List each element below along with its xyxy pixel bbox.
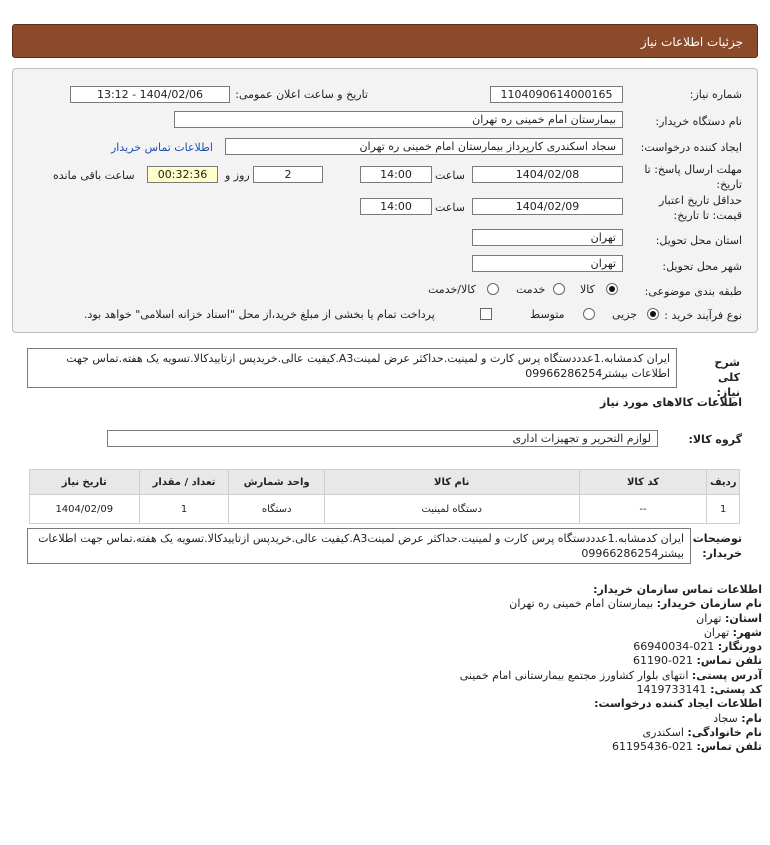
purchase-radio-minor[interactable] xyxy=(647,308,659,320)
buyer-contact-link[interactable]: اطلاعات تماس خریدار xyxy=(111,141,213,154)
contact-block xyxy=(460,583,762,755)
remaining-time-field: 00:32:36 xyxy=(147,166,218,183)
col-unit: واحد شمارش xyxy=(229,470,324,495)
creator-last-name-value: اسکندری xyxy=(642,725,684,739)
contact-city-value: تهران xyxy=(703,625,730,639)
contact-phone-label: تلفن تماس: xyxy=(696,654,762,668)
contact-org-value: بیمارستان امام خمینی ره تهران xyxy=(509,597,654,611)
city-field: تهران xyxy=(472,255,623,272)
goods-table-header xyxy=(30,470,740,495)
contact-postal-value: 1419733141 xyxy=(636,683,707,697)
creator-phone-row xyxy=(460,740,762,754)
summary-label: شرح کلی نیاز: xyxy=(714,356,740,399)
contact-province-label: استان: xyxy=(725,611,762,625)
col-date: تاریخ نیاز xyxy=(30,470,140,495)
cell-row: 1 xyxy=(707,495,740,524)
contact-fax-label: دورنگار: xyxy=(717,640,762,654)
category-option-both: کالا/خدمت xyxy=(428,283,476,296)
need-number-field: 1104090614000165 xyxy=(490,86,623,103)
col-name: نام کالا xyxy=(324,470,579,495)
purchase-radio-medium[interactable] xyxy=(583,308,595,320)
purchase-option-minor: جزیی xyxy=(612,308,638,321)
validity-time-label: ساعت xyxy=(435,201,465,214)
validity-label-2: قیمت: تا تاریخ: xyxy=(673,209,742,222)
cell-date: 1404/02/09 xyxy=(30,495,140,524)
goods-section-title: اطلاعات کالاهای مورد نیاز xyxy=(600,396,742,409)
validity-label: حداقل تاریخ اعتبار xyxy=(658,194,742,207)
contact-org-label: نام سازمان خریدار: xyxy=(656,597,762,611)
creator-field: سجاد اسکندری کارپرداز بیمارستان امام خمینی ره تهران xyxy=(225,138,623,155)
announce-field: 1404/02/06 - 13:12 xyxy=(70,86,230,103)
creator-phone-label: تلفن تماس: xyxy=(696,740,762,754)
deadline-time-label: ساعت xyxy=(435,169,465,182)
purchase-option-medium: متوسط xyxy=(530,308,565,321)
creator-info-title: اطلاعات ایجاد کننده درخواست: xyxy=(594,697,762,711)
contact-phone-row xyxy=(460,654,762,668)
col-row: ردیف xyxy=(707,470,740,495)
city-label: شهر محل تحویل: xyxy=(662,260,742,273)
validity-time-field: 14:00 xyxy=(360,198,432,215)
goods-table xyxy=(29,469,740,524)
creator-first-name-label: نام: xyxy=(741,711,762,725)
contact-province-row xyxy=(460,612,762,626)
cell-name: دستگاه لمینیت xyxy=(324,495,579,524)
creator-first-name-value: سجاد xyxy=(713,711,738,725)
buyer-org-field: بیمارستان امام خمینی ره تهران xyxy=(174,111,623,128)
treasury-payment-note: پرداخت تمام یا بخشی از مبلغ خرید،از محل "اسناد خزانه اسلامی" خواهد بود. xyxy=(84,308,435,321)
page-title: جزئیات اطلاعات نیاز xyxy=(640,35,743,49)
creator-last-name-row xyxy=(460,726,762,740)
deadline-time-field: 14:00 xyxy=(360,166,432,183)
category-option-service: خدمت xyxy=(516,283,546,296)
creator-last-name-label: نام خانوادگی: xyxy=(687,725,762,739)
province-field: تهران xyxy=(472,229,623,246)
summary-text: ایران کدمشابه.1عدددستگاه پرس کارت و لمینیت.حداکثر عرض لمینتA3.کیفیت عالی.خریدپس ازتاییدکالا.تسویه یک هفته.تماس جهت اطلاعات بیشتر09966286254 xyxy=(27,348,677,388)
remaining-label: ساعت باقی مانده xyxy=(53,169,135,182)
page-header xyxy=(12,24,758,58)
treasury-payment-checkbox[interactable] xyxy=(480,308,492,320)
contact-address-value: انتهای بلوار کشاورز مجتمع بیمارستانی امام خمینی xyxy=(459,668,689,682)
contact-title: اطلاعات تماس سازمان خریدار: xyxy=(593,583,762,596)
contact-city-row xyxy=(460,626,762,640)
validity-date-field: 1404/02/09 xyxy=(472,198,623,215)
cell-code: -- xyxy=(579,495,707,524)
category-radio-service[interactable] xyxy=(553,283,565,295)
contact-fax-value: 021-66940034 xyxy=(633,640,715,654)
province-label: استان محل تحویل: xyxy=(655,234,742,247)
purchase-type-label: نوع فرآیند خرید : xyxy=(664,309,742,322)
contact-city-label: شهر: xyxy=(732,625,762,639)
deadline-label: مهلت ارسال پاسخ: تا xyxy=(644,163,742,176)
creator-phone-value: 021-61195436 xyxy=(612,740,694,754)
goods-group-label: گروه کالا: xyxy=(688,433,742,446)
contact-org-row xyxy=(460,597,762,611)
buyer-org-label: نام دستگاه خریدار: xyxy=(655,115,742,128)
category-radio-goods[interactable] xyxy=(606,283,618,295)
table-row xyxy=(30,495,740,524)
days-label: روز و xyxy=(225,169,250,182)
days-field: 2 xyxy=(253,166,323,183)
contact-province-value: تهران xyxy=(696,611,722,625)
creator-first-name-row xyxy=(460,712,762,726)
buyer-notes-text: ایران کدمشابه.1عدددستگاه پرس کارت و لمینیت.حداکثر عرض لمینتA3.کیفیت عالی.خریدپس ازتاییدکالا.تسویه یک هفته.تماس جهت اطلاعات بیشتر09966286254 xyxy=(27,528,691,564)
cell-unit: دستگاه xyxy=(229,495,324,524)
col-qty: تعداد / مقدار xyxy=(139,470,229,495)
announce-label: تاریخ و ساعت اعلان عمومی: xyxy=(235,88,368,101)
need-number-label: شماره نیاز: xyxy=(689,88,742,101)
cell-qty: 1 xyxy=(139,495,229,524)
col-code: کد کالا xyxy=(579,470,707,495)
buyer-notes-label: توضیحات خریدار: xyxy=(692,532,742,560)
contact-postal-row xyxy=(460,683,762,697)
deadline-label-2: تاریخ: xyxy=(716,178,742,191)
contact-fax-row xyxy=(460,640,762,654)
category-label: طبقه بندی موضوعی: xyxy=(644,285,742,298)
deadline-date-field: 1404/02/08 xyxy=(472,166,623,183)
category-radio-both[interactable] xyxy=(487,283,499,295)
category-option-goods: کالا xyxy=(580,283,595,296)
contact-phone-value: 021-61190 xyxy=(633,654,694,668)
contact-address-row xyxy=(460,669,762,683)
goods-group-field: لوازم التحریر و تجهیزات اداری xyxy=(107,430,658,447)
contact-address-label: آدرس پستی: xyxy=(691,668,762,682)
creator-label: ایجاد کننده درخواست: xyxy=(640,141,742,154)
contact-postal-label: کد پستی: xyxy=(710,683,762,697)
